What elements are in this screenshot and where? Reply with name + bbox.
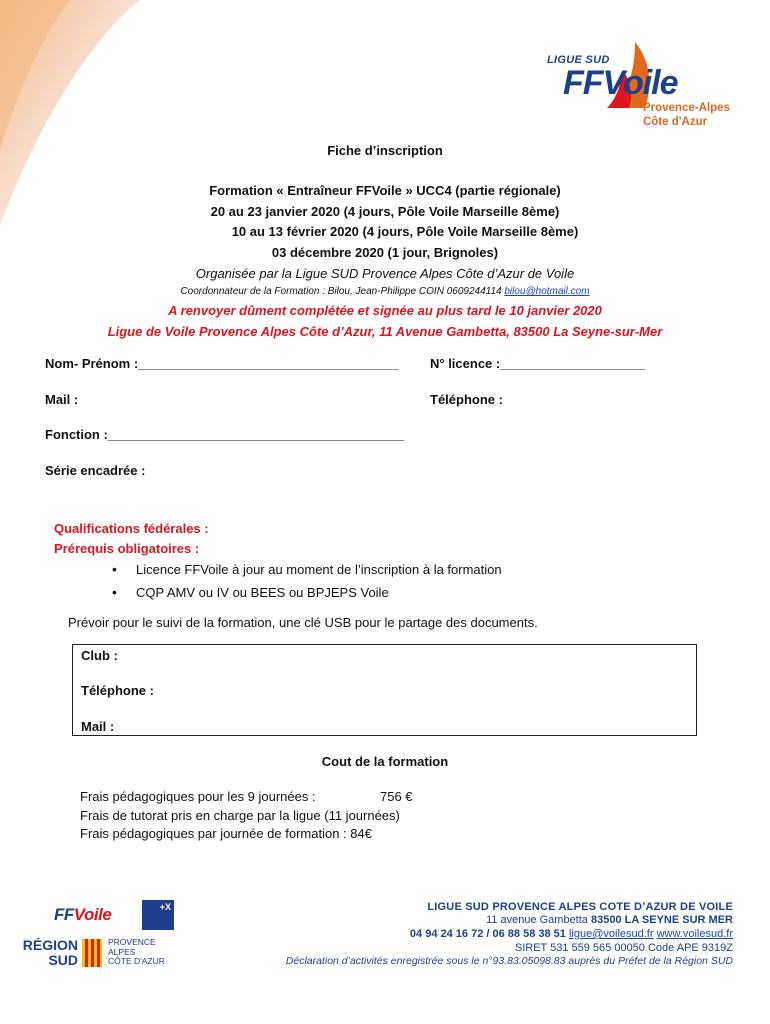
cost-line-2: Frais de tutorat pris en charge par la ligue (11 journées) [80, 808, 400, 823]
series-field[interactable]: Série encadrée : [45, 463, 146, 478]
region-sud-logo: RÉGION SUD [22, 937, 78, 968]
return-deadline: A renvoyer dûment complétée et signée au plus tard le 10 janvier 2020 [168, 303, 602, 318]
usb-note: Prévoir pour le suivi de la formation, une clé USB pour le partage des documents. [68, 615, 538, 630]
telephone-field[interactable]: Téléphone : [430, 392, 503, 407]
footer-org-name: LIGUE SUD PROVENCE ALPES COTE D’AZUR DE VOILE [427, 901, 733, 913]
footer-contacts: 04 94 24 16 72 / 06 88 58 38 51 ligue@voilesud.fr www.voilesud.fr [409, 928, 733, 940]
footer-declaration: Déclaration d’activités enregistrée sous le n°93.83.05098.83 auprès du Préfet de la Région SUD [285, 955, 733, 967]
formation-session-1: 20 au 23 janvier 2020 (4 jours, Pôle Voile Marseille 8ème) [210, 204, 560, 219]
cost-line-1: Frais pédagogiques pour les 9 journées : 756 € [80, 789, 413, 804]
function-field[interactable]: Fonction :_________________________________________ [45, 427, 405, 442]
licence-field[interactable]: N° licence :____________________ [430, 356, 645, 371]
rf-badge-logo: +X [142, 900, 174, 930]
formation-session-3: 03 décembre 2020 (1 jour, Brignoles) [271, 245, 499, 260]
footer-website-link[interactable]: www.voilesud.fr [656, 928, 733, 940]
coordinator-line: Coordonnateur de la Formation : Bilou, Jean-Philippe COIN 0609244114 bilou@hotmail.com [180, 286, 590, 297]
ffvoile-footer-logo: FFVoile [54, 905, 112, 924]
formation-session-2: 10 au 13 février 2020 (4 jours, Pôle Voile Marseille 8ème) [231, 224, 579, 239]
ligue-sud-ffvoile-logo [545, 40, 745, 132]
coordinator-email-link[interactable]: bilou@hotmail.com [504, 286, 590, 297]
footer-siret: SIRET 531 559 565 00050 Code APE 9319Z [514, 942, 733, 954]
prerequisites-heading: Prérequis obligatoires : [54, 541, 200, 556]
prerequisites-list [112, 562, 502, 608]
name-field[interactable]: Nom- Prénom :____________________________________ [45, 356, 399, 371]
club-mail-field[interactable]: Mail : [81, 719, 115, 734]
logo-ffvoile-text: FFVoile [563, 64, 678, 102]
cost-line-3: Frais pédagogiques par journée de formation : 84€ [80, 826, 372, 841]
organiser-line: Organisée par la Ligue SUD Provence Alpes Côte d’Azur de Voile [195, 266, 575, 281]
mail-field[interactable]: Mail : [45, 392, 79, 407]
club-telephone-field[interactable]: Téléphone : [81, 683, 154, 698]
return-address: Ligue de Voile Provence Alpes Côte d’Azur, 11 Avenue Gambetta, 83500 La Seyne-sur-Mer [107, 324, 663, 339]
cost-heading: Cout de la formation [321, 754, 449, 769]
club-info-box [72, 644, 697, 736]
logo-region-line1: Provence-Alpes [643, 102, 730, 114]
list-item: • CQP AMV ou IV ou BEES ou BPJEPS Voile [112, 585, 502, 608]
logo-ligue-text: LIGUE SUD [547, 54, 610, 66]
paca-logo-text: PROVENCE ALPES CÔTE D'AZUR [108, 937, 165, 966]
cost-amount: 756 € [380, 789, 413, 804]
footer-address: 11 avenue Gambetta 83500 LA SEYNE SUR MER [485, 914, 733, 926]
club-field[interactable]: Club : [81, 648, 118, 663]
qualifications-heading: Qualifications fédérales : [54, 521, 209, 536]
footer-email-link[interactable]: ligue@voilesud.fr [568, 928, 654, 940]
page-title: Fiche d’inscription [327, 143, 443, 158]
provence-flag-icon [82, 939, 102, 967]
logo-region-line2: Côte d'Azur [643, 116, 708, 128]
formation-title: Formation « Entraîneur FFVoile » UCC4 (partie régionale) [209, 183, 561, 198]
list-item: • Licence FFVoile à jour au moment de l’inscription à la formation [112, 562, 502, 585]
